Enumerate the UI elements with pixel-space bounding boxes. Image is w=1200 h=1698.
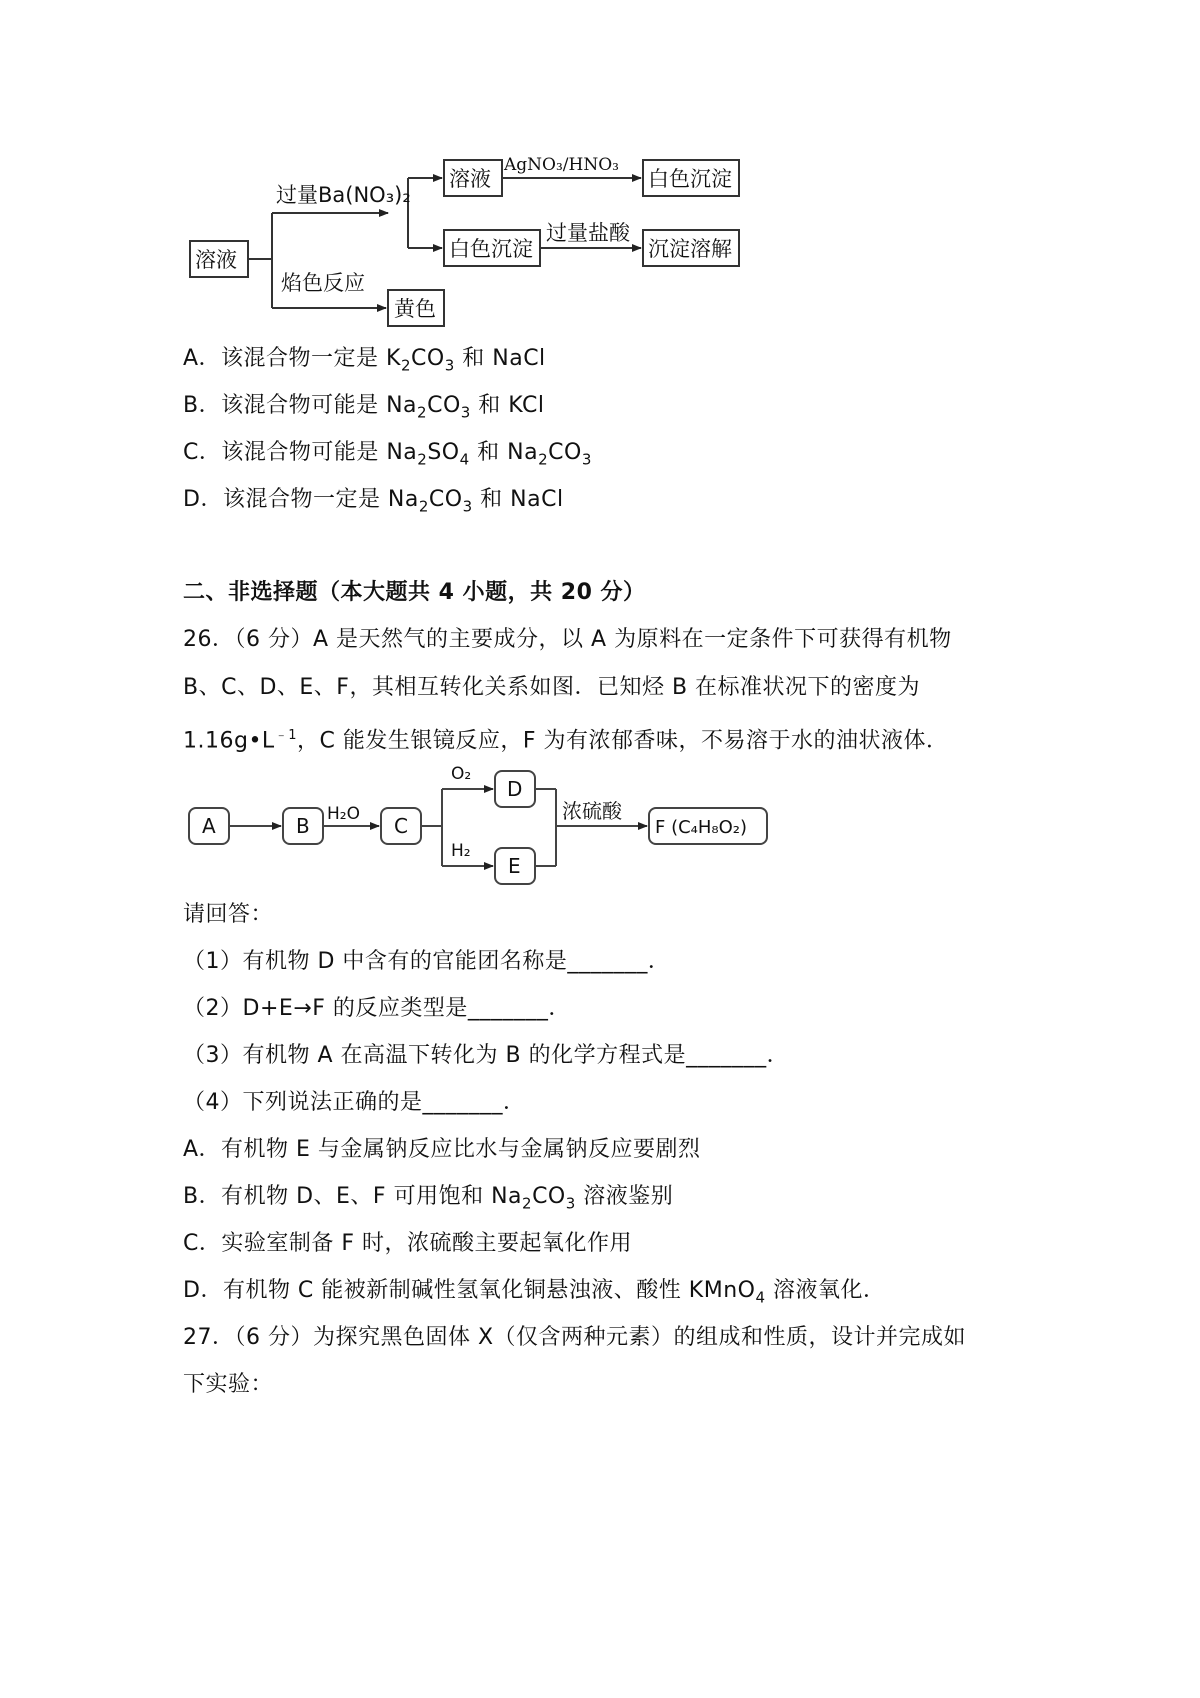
flowchart-diagram-2 (0, 755, 1200, 895)
flowchart-diagram-1 (0, 0, 1200, 340)
h2o-label: H₂O (327, 804, 360, 824)
hcl-reagent-label: 过量盐酸 (546, 221, 630, 245)
box-f-label: F (C₄H₈O₂) (655, 817, 748, 838)
sub-question-3: （3）有机物 A 在高温下转化为 B 的化学方程式是_______． (183, 1043, 790, 1068)
acid-label: 浓硫酸 (562, 799, 622, 823)
option-26-a: A．有机物 E 与金属钠反应比水与金属钠反应要剧烈 (183, 1137, 701, 1162)
agno3-reagent-label: AgNO₃/HNO₃ (504, 155, 619, 175)
white-ppt-label-2: 白色沉淀 (449, 237, 533, 261)
box-a-label: A (202, 814, 216, 838)
box-b-label: B (296, 814, 310, 838)
q26-line-3: $1.16g•L^{﹣1}$，C 能发生银镜反应，F 为有浓郁香味，不易溶于水的油状液体． (183, 728, 949, 754)
box-c-label: C (394, 814, 408, 838)
q26-line-2: B、C、D、E、F，其相互转化关系如图．已知烃 B 在标准状况下的密度为 (183, 675, 921, 700)
sub-question-4: （4）下列说法正确的是_______． (183, 1090, 526, 1115)
mid-solution-label: 溶液 (449, 167, 491, 191)
white-ppt-label-1: 白色沉淀 (648, 167, 732, 191)
lower-reagent-label: 焰色反应 (281, 271, 365, 295)
q27-line-2: 下实验： (183, 1372, 274, 1397)
upper-reagent-label: 过量Ba(NO₃)₂ (276, 183, 411, 207)
option-26-b: B．有机物 D、E、F 可用饱和 $Na_2CO_3$ 溶液鉴别 (183, 1184, 674, 1213)
option-25-b: B．该混合物可能是 $Na_2CO_3$ 和 KCl (183, 393, 545, 422)
yellow-label: 黄色 (394, 297, 436, 321)
o2-label: O₂ (451, 764, 472, 784)
option-25-d: D．该混合物一定是 $Na_2CO_3$ 和 NaCl (183, 487, 564, 516)
option-26-d: D．有机物 C 能被新制碱性氢氧化铜悬浊液、酸性 KMnO$_4$ 溶液氧化． (183, 1278, 886, 1307)
sub-question-1: （1）有机物 D 中含有的官能团名称是_______． (183, 949, 671, 974)
option-25-c: C．该混合物可能是 $Na_2SO_4$ 和 $Na_2CO_3$ (183, 440, 592, 469)
section-2-title: 二、非选择题（本大题共 4 小题，共 20 分） (183, 580, 646, 605)
dissolve-label: 沉淀溶解 (648, 237, 732, 261)
option-26-c: C．实验室制备 F 时，浓硫酸主要起氧化作用 (183, 1231, 633, 1256)
h2-label: H₂ (451, 841, 471, 861)
q27-line-1: 27．（6 分）为探究黑色固体 X（仅含两种元素）的组成和性质，设计并完成如 (183, 1325, 967, 1350)
sub-question-2: （2）D+E→F 的反应类型是_______． (183, 996, 571, 1021)
box-e-label: E (508, 854, 521, 878)
q26-line-1: 26．（6 分）A 是天然气的主要成分，以 A 为原料在一定条件下可获得有机物 (183, 627, 952, 652)
option-25-a: A．该混合物一定是 $K_2CO_3$ 和 NaCl (183, 346, 546, 375)
start-box-label: 溶液 (195, 248, 237, 272)
answer-prompt: 请回答： (183, 902, 274, 927)
box-d-label: D (507, 777, 523, 801)
